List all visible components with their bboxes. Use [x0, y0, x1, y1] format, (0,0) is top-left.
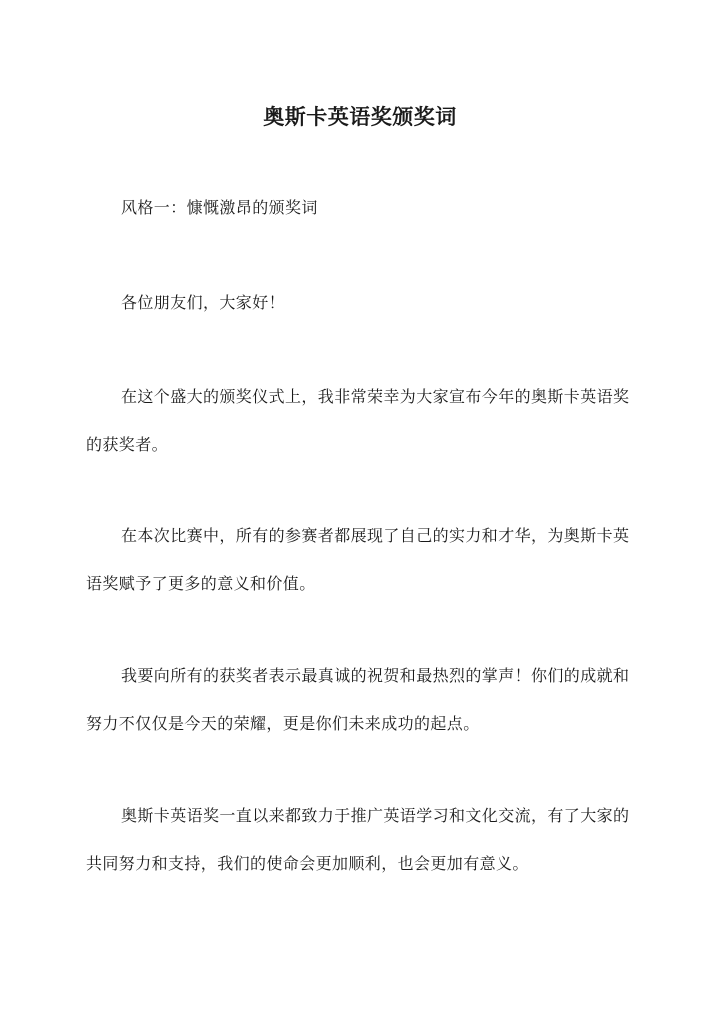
- style-heading: 风格一：慷慨激昂的颁奖词: [121, 198, 318, 217]
- announcement-paragraph: 在这个盛大的颁奖仪式上，我非常荣幸为大家宣布今年的奥斯卡英语奖的获奖者。: [86, 387, 630, 454]
- congratulations-paragraph: 我要向所有的获奖者表示最真诚的祝贺和最热烈的掌声！你们的成就和努力不仅仅是今天的荣耀，更是你们未来成功的起点。: [86, 666, 630, 733]
- mission-paragraph: 奥斯卡英语奖一直以来都致力于推广英语学习和文化交流，有了大家的共同努力和支持，我们的使命会更加顺利，也会更加有意义。: [86, 806, 630, 873]
- document-title: 奥斯卡英语奖颁奖词: [263, 104, 457, 130]
- greeting-paragraph: 各位朋友们，大家好！: [121, 293, 286, 312]
- competition-paragraph: 在本次比赛中，所有的参赛者都展现了自己的实力和才华，为奥斯卡英语奖赋予了更多的意义和价值。: [86, 526, 630, 593]
